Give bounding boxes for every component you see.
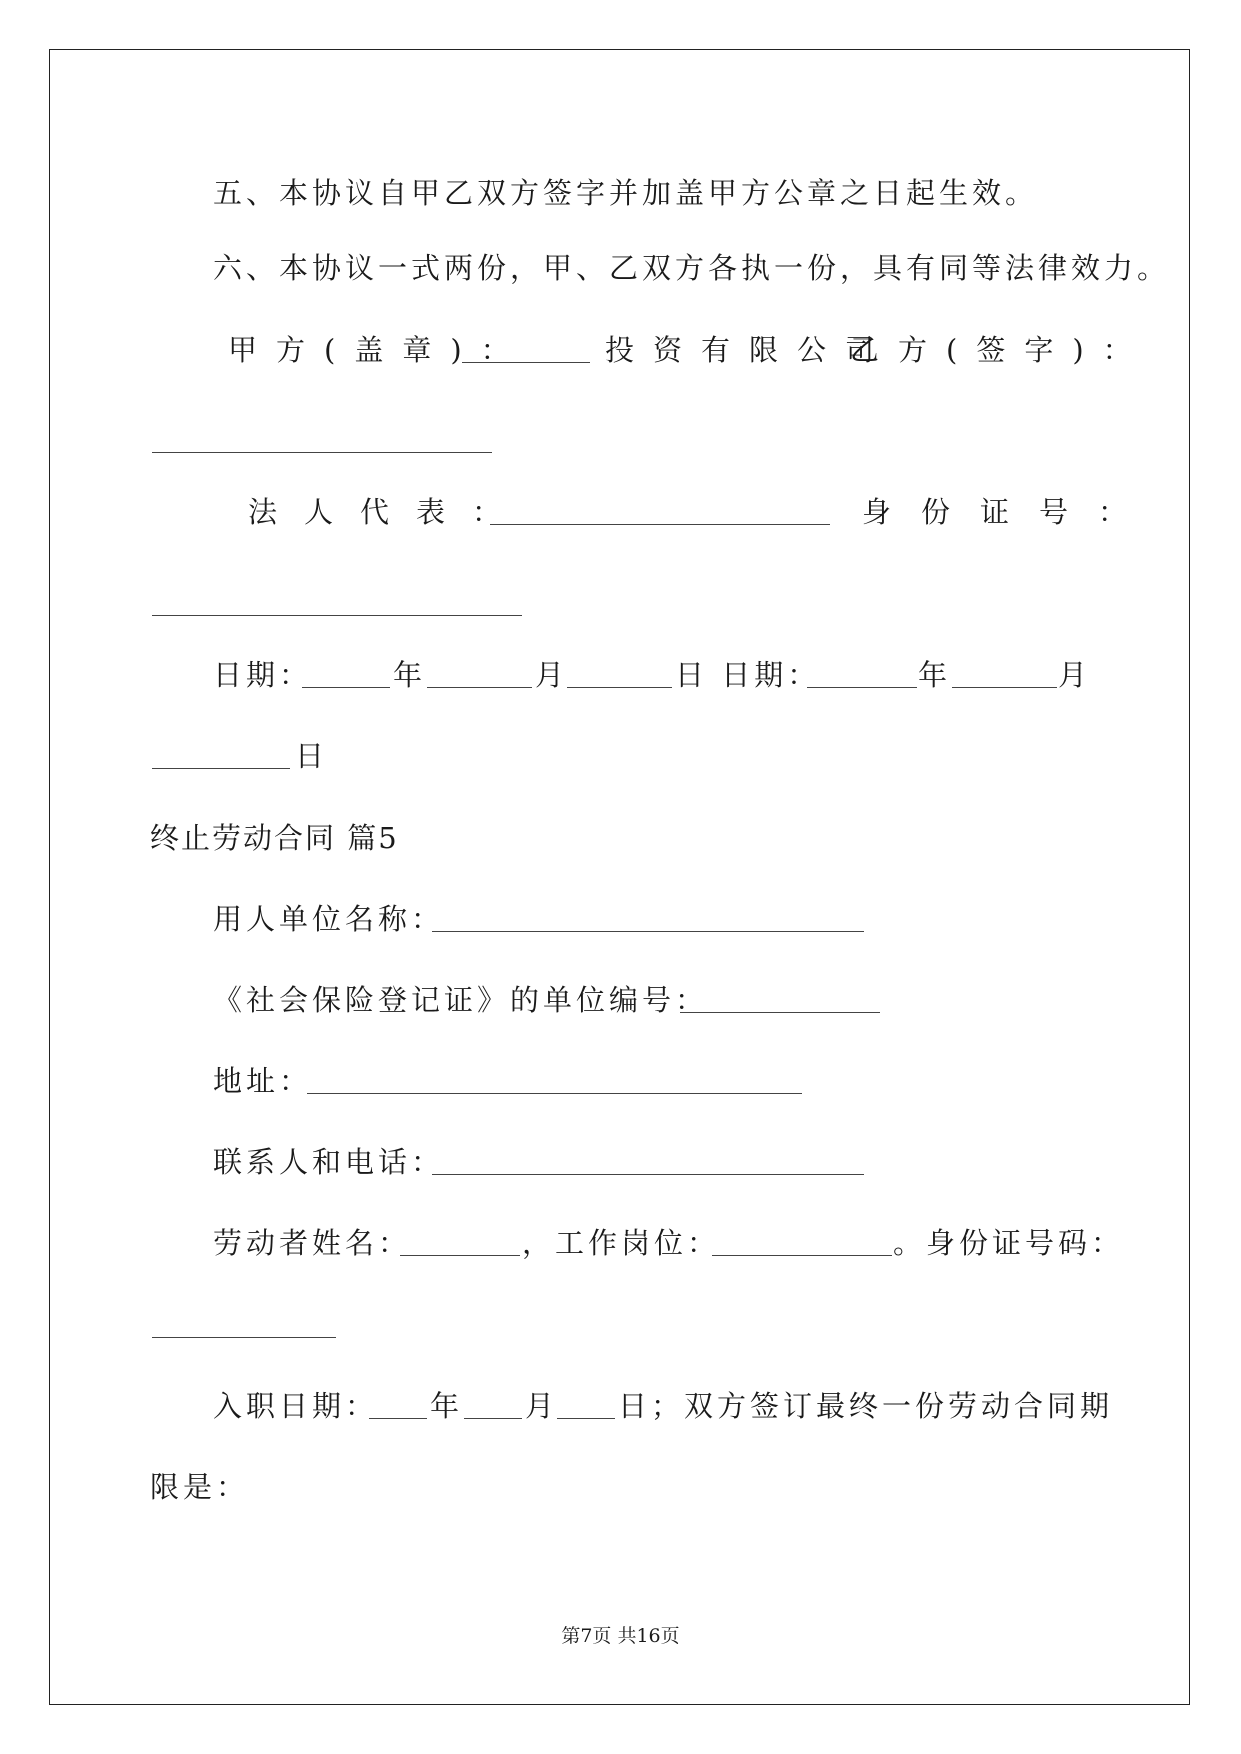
job-position-label: ，工作岗位： xyxy=(522,1226,721,1260)
employer-name-line xyxy=(0,899,1241,939)
employer-name-label: 用人单位名称： xyxy=(213,902,445,936)
employee-line xyxy=(0,1223,1241,1263)
legal-rep-line xyxy=(0,492,1241,532)
address-label: 地址： xyxy=(213,1064,313,1098)
section-title: 终止劳动合同 篇5 xyxy=(150,821,399,855)
date-line xyxy=(0,655,1241,695)
employee-name-label: 劳动者姓名： xyxy=(213,1226,412,1260)
contract-term-continuation: 限是： xyxy=(150,1470,250,1504)
month-label: 月 xyxy=(535,658,569,692)
hire-date-line xyxy=(0,1386,1241,1426)
clause-5 xyxy=(0,173,1241,213)
id-number-blank[interactable] xyxy=(152,589,522,616)
id-card-blank[interactable] xyxy=(152,1311,336,1338)
day-label: 日 xyxy=(295,739,329,773)
date-a-year-blank[interactable] xyxy=(302,661,390,688)
date-a-label: 日期： xyxy=(213,658,313,692)
month-label: 月 xyxy=(1058,658,1092,692)
job-position-blank[interactable] xyxy=(712,1229,892,1256)
social-insurance-label: 《社会保险登记证》的单位编号： xyxy=(213,983,709,1017)
id-card-line xyxy=(0,1305,1241,1345)
section-heading xyxy=(0,818,1241,858)
party-a-name-blank[interactable] xyxy=(462,336,590,363)
page-footer: 第7页 共16页 xyxy=(561,1625,680,1647)
address-line xyxy=(0,1061,1241,1101)
party-b-signature-line xyxy=(0,420,1241,460)
legal-rep-label: 法人代表： xyxy=(248,495,529,529)
page-border xyxy=(49,49,1190,1705)
clause-6-text: 六、本协议一式两份，甲、乙双方各执一份，具有同等法律效力。 xyxy=(213,251,1171,285)
date-a-day-blank[interactable] xyxy=(567,661,672,688)
date-a-month-blank[interactable] xyxy=(427,661,532,688)
contract-term-label: 日；双方签订最终一份劳动合同期 xyxy=(618,1389,1114,1423)
social-insurance-blank[interactable] xyxy=(680,986,880,1013)
social-insurance-line xyxy=(0,980,1241,1020)
date-b-day-line xyxy=(0,736,1241,776)
clause-5-text: 五、本协议自甲乙双方签字并加盖甲方公章之日起生效。 xyxy=(213,176,1039,210)
contact-label: 联系人和电话： xyxy=(213,1145,445,1179)
id-card-label: 。身份证号码： xyxy=(893,1226,1125,1260)
contact-blank[interactable] xyxy=(432,1148,864,1175)
hire-month-blank[interactable] xyxy=(464,1392,522,1419)
clause-6 xyxy=(0,248,1241,288)
contact-line xyxy=(0,1142,1241,1182)
hire-day-blank[interactable] xyxy=(557,1392,615,1419)
year-label: 年 xyxy=(430,1389,464,1423)
id-number-line xyxy=(0,583,1241,623)
year-label: 年 xyxy=(393,658,427,692)
id-number-label: 身份证号： xyxy=(862,495,1158,529)
hire-year-blank[interactable] xyxy=(369,1392,427,1419)
date-b-year-blank[interactable] xyxy=(807,661,917,688)
date-b-month-blank[interactable] xyxy=(952,661,1057,688)
party-a-company: 投资有限公司 xyxy=(605,333,894,367)
year-label: 年 xyxy=(918,658,952,692)
employee-name-blank[interactable] xyxy=(400,1229,520,1256)
party-line xyxy=(0,330,1241,370)
date-b-day-blank[interactable] xyxy=(152,742,290,769)
hire-date-label: 入职日期： xyxy=(213,1389,379,1423)
legal-rep-blank[interactable] xyxy=(490,498,830,525)
party-a-label: 甲方(盖章)： xyxy=(228,333,529,367)
employer-name-blank[interactable] xyxy=(432,905,864,932)
address-blank[interactable] xyxy=(307,1067,802,1094)
party-b-label: 乙方(签字)： xyxy=(850,333,1151,367)
contract-term-line xyxy=(0,1467,1241,1507)
date-b-label: 日 日期： xyxy=(675,658,821,692)
month-label: 月 xyxy=(525,1389,559,1423)
party-b-signature-blank[interactable] xyxy=(152,426,492,453)
